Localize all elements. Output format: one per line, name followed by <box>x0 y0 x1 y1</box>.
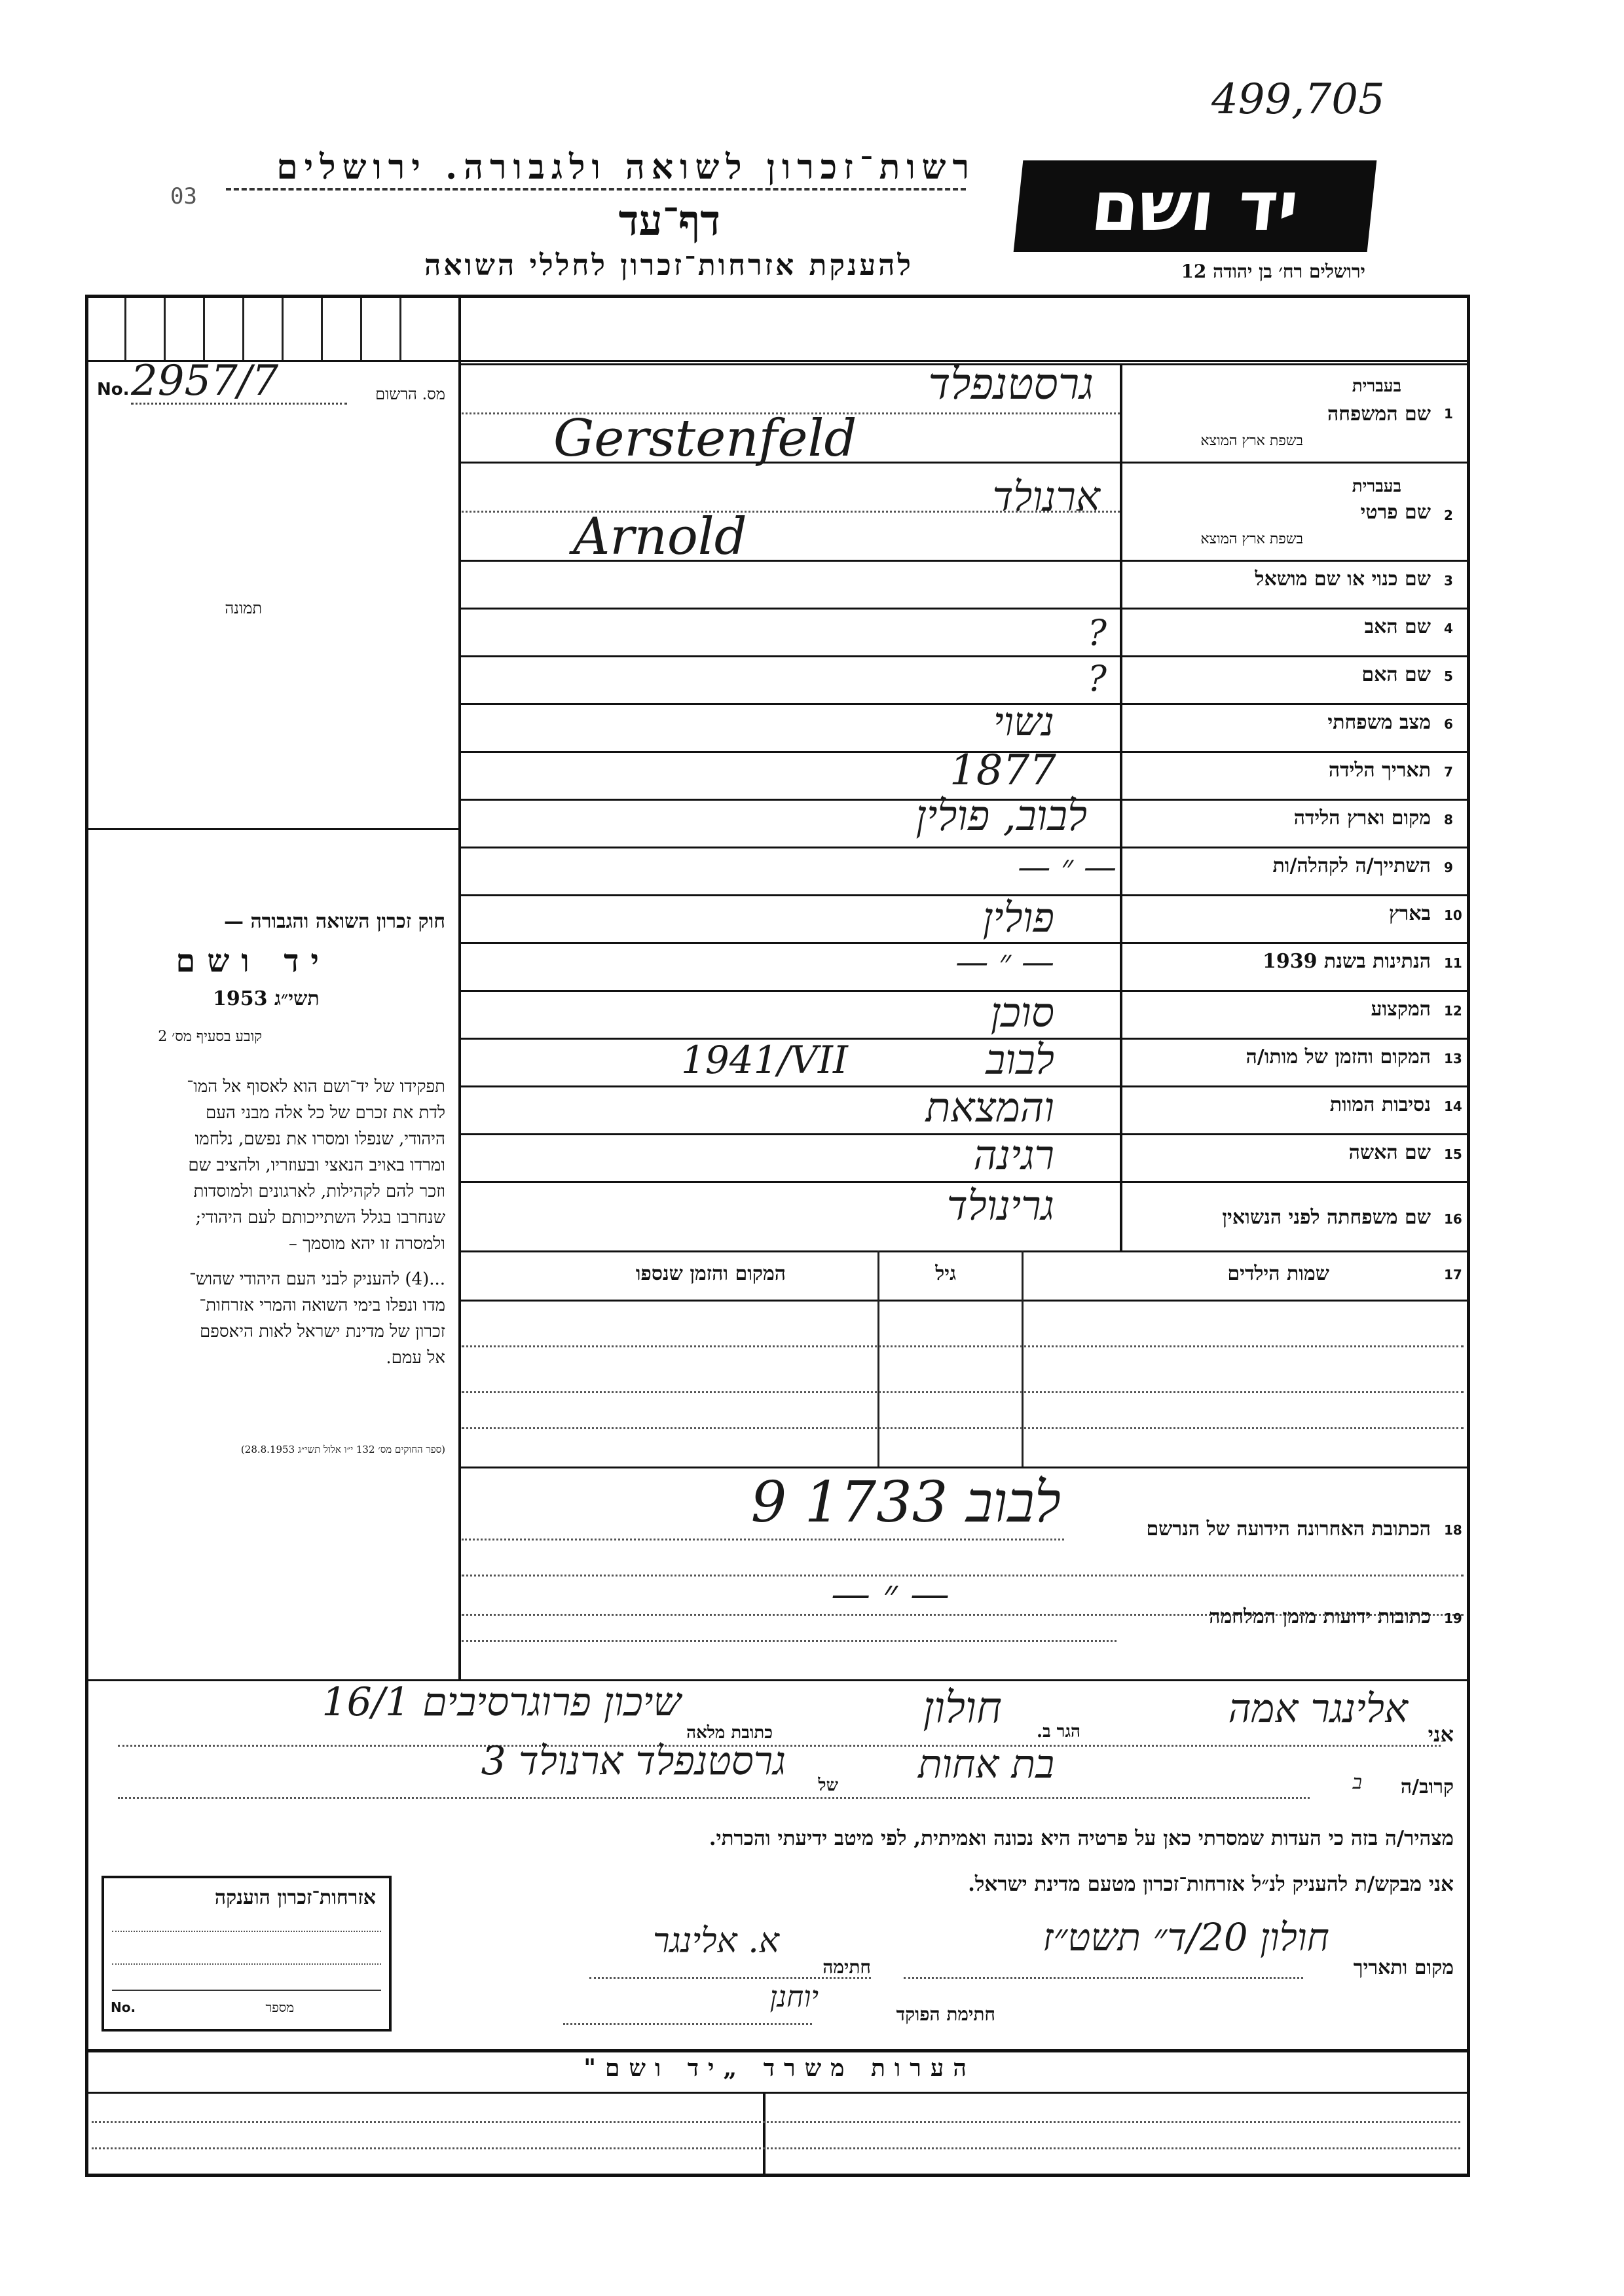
citizenship-1939-value: — ״ — <box>955 943 1054 981</box>
address-line: ירושלים רח׳ בן יהודה 12 <box>1181 261 1365 282</box>
statement-1: מצהיר/ה בזה כי העדות שמסרתי כאן על פרטיה היא נכונה ואמיתית, לפי מיטב ידיעתי והכרתי. <box>709 1827 1454 1850</box>
ani-label: אני <box>1428 1722 1454 1747</box>
official-signature-label: חתימת הפוקד <box>896 2003 995 2025</box>
field-num: 7 <box>1444 764 1453 780</box>
side-mark: 03 <box>170 183 197 210</box>
field-label: המקום והזמן של מותו/ה <box>1246 1046 1431 1068</box>
field-num: 16 <box>1444 1211 1462 1227</box>
relation-mark: ב <box>1352 1771 1362 1794</box>
law-clause: קובע בסעיף מס׳ 2 <box>158 1029 262 1045</box>
signature-label: חתימה <box>822 1956 871 1978</box>
citizenship-box-number-label: מספר <box>265 1999 294 2015</box>
place-date-value: חולון 20/ד״ תשט״ז <box>1043 1915 1329 1959</box>
first-name-latin: Arnold <box>573 507 747 566</box>
country-value: פולין <box>982 894 1054 941</box>
family-name-latin: Gerstenfeld <box>553 409 857 468</box>
field-num: 1 <box>1444 406 1453 422</box>
field-num: 10 <box>1444 907 1462 923</box>
law-source: (ספר החוקים מס׳ 132 י״ו אלול תשי״ג 28.8.1953) <box>240 1444 445 1455</box>
resides-label: הגר ב. <box>1037 1722 1080 1741</box>
field-num: 19 <box>1444 1611 1462 1626</box>
field-label: תאריך הלידה <box>1328 759 1431 782</box>
law-name: יד ושם <box>175 943 331 979</box>
field-sublabel-hebrew: בעברית <box>1352 477 1401 496</box>
law-line: ומרדו באויב הנאצי ובעוזריו, ולהציב שם <box>188 1156 445 1175</box>
field-label: המקצוע <box>1371 998 1431 1021</box>
marital-status-value: נשוי <box>993 699 1054 745</box>
law-line: וזכר להם לקהילות, לארגונים ולמוסדות <box>193 1182 445 1201</box>
law-title: חוק זכרון השואה והגבורה — <box>224 910 445 933</box>
children-names-header: שמות הילדים <box>1227 1262 1329 1285</box>
archive-number: 499,705 <box>1211 75 1385 124</box>
law-line: מדו ונפלו בימי השואה והמרי אזרחות־ <box>199 1296 445 1315</box>
field-label: שם המשפחה <box>1327 403 1431 426</box>
resides-value: חולון <box>923 1683 1002 1733</box>
field-label: הנתינות בשנת 1939 <box>1262 950 1431 973</box>
citizenship-box-title: אזרחות־זכרון הוענקה <box>214 1886 376 1909</box>
law-body <box>65 1074 445 1371</box>
official-signature-value: יוחנן <box>769 1980 819 2014</box>
law-line: ולמסרה זו יהא מוסמך – <box>288 1234 445 1254</box>
field-num: 18 <box>1444 1522 1462 1538</box>
citizenship-box-prefix: No. <box>111 1999 136 2015</box>
field-label: השתייך/ה לקהלה/ות <box>1272 854 1431 877</box>
wife-name-value: רגינה <box>973 1131 1054 1179</box>
field-label: שם משפחתה לפני הנשואין <box>1222 1206 1431 1229</box>
field-label: מקום וארץ הלידה <box>1293 807 1431 829</box>
yad-vashem-logo <box>1014 160 1377 252</box>
authority-underline <box>226 188 966 191</box>
citizenship-box <box>101 1876 392 2032</box>
field-sublabel-origin: בשפת ארץ המוצא <box>1200 433 1303 449</box>
place-date-label: מקום ותאריך <box>1353 1956 1454 1979</box>
logo-text: יד ושם <box>1088 166 1302 246</box>
field-num: 9 <box>1444 860 1453 875</box>
field-label: שם פרטי <box>1360 501 1431 524</box>
field-num: 6 <box>1444 716 1453 732</box>
wartime-addresses-label: כתובות ידועות מזמן המלחמה <box>1209 1605 1431 1628</box>
field-num: 12 <box>1444 1003 1462 1019</box>
field-label: שם האב <box>1364 615 1431 638</box>
law-line: שנחרבו בגלל השתייכותם לעם היהודי; <box>195 1208 445 1228</box>
field-label: נסיבות המוות <box>1329 1093 1431 1116</box>
field-num: 15 <box>1444 1146 1462 1162</box>
last-address-value: לבוב 1733 9 <box>750 1470 1061 1535</box>
children-place-header: המקום והזמן שנספו <box>635 1262 786 1285</box>
field-num: 8 <box>1444 812 1453 828</box>
registration-label: מס. הרשום <box>375 385 445 403</box>
field-num: 11 <box>1444 955 1462 971</box>
form-title: דף־עד <box>618 196 720 246</box>
field-sublabel-hebrew: בעברית <box>1352 376 1401 396</box>
profession-value: סוכן <box>990 989 1054 1036</box>
field-label: שם כנוי או שם מושאל <box>1255 568 1431 591</box>
first-name-hebrew: ארנולד <box>992 473 1100 520</box>
of-label: של <box>818 1776 838 1795</box>
community-value: — ״ — <box>1018 848 1116 886</box>
law-line: זכרון של מדינת ישראל לאות היאספם <box>200 1322 445 1341</box>
of-value: גרסטנפלד ארנולד 3 <box>481 1738 786 1784</box>
law-line: היהודי, שנפלו ומסרו את נפשם, נלחמו <box>194 1129 445 1149</box>
field-num: 14 <box>1444 1099 1462 1114</box>
law-line: אל עמם. <box>386 1348 445 1368</box>
field-label: שם האשה <box>1348 1141 1431 1164</box>
field-num: 3 <box>1444 573 1453 589</box>
signature-value: א. אלינגר <box>652 1922 779 1961</box>
death-place-value: לבוב <box>986 1036 1054 1084</box>
father-name-value: ? <box>1088 612 1107 653</box>
birth-date-value: 1877 <box>950 746 1056 795</box>
registration-number: 2957/7 <box>131 357 279 405</box>
birth-place-value: לבוב, פולין <box>915 792 1087 841</box>
relation-value: בת אחות <box>917 1741 1054 1787</box>
full-address-label: כתובת מלאה <box>686 1723 773 1743</box>
death-circumstances-value: והמצאת <box>925 1084 1054 1131</box>
law-year: תשי״ג 1953 <box>213 987 320 1010</box>
declarant-name: אלינגר אמה <box>1228 1686 1408 1732</box>
field-num: 5 <box>1444 668 1453 684</box>
field-label: מצב משפחתי <box>1327 711 1431 734</box>
field-num: 17 <box>1444 1267 1462 1283</box>
full-address-value: שיכון פרוגרסיבים 16/1 <box>322 1679 681 1725</box>
relation-label: קרוב/ה <box>1400 1776 1454 1798</box>
field-num: 13 <box>1444 1051 1462 1066</box>
statement-2: אני מבקש/ת להעניק לנ״ל אזרחות־זכרון מטעם מדינת ישראל. <box>968 1872 1454 1896</box>
wife-maiden-name-value: גרינולד <box>946 1182 1054 1230</box>
field-sublabel-origin: בשפת ארץ המוצא <box>1200 531 1303 547</box>
field-num: 2 <box>1444 507 1453 523</box>
mother-name-value: ? <box>1088 658 1107 699</box>
photo-label: תמונה <box>225 599 262 617</box>
law-line: תפקידו של יד־ושם הוא לאסוף אל המו־ <box>187 1077 445 1097</box>
field-label: שם האם <box>1361 663 1431 686</box>
authority-line: רשות־זכרון לשואה ולגבורה. ירושלים <box>276 147 976 187</box>
field-num: 4 <box>1444 621 1453 636</box>
death-date-value: 1941/VII <box>681 1038 848 1082</box>
law-line: לדת את זכרם של כל אלה מבני העם <box>205 1103 445 1123</box>
office-notes-title: הערות משרד „יד ושם" <box>583 2054 976 2082</box>
registration-prefix: No. <box>97 380 130 399</box>
field-label: בארץ <box>1388 902 1431 925</box>
children-age-header: גיל <box>935 1262 956 1285</box>
wartime-addresses-value: — ״ — <box>831 1571 950 1617</box>
form-subtitle: להענקת אזרחות־זכרון לחללי השואה <box>424 249 913 282</box>
law-line: ...(4) להעניק לבני העם היהודי שהוש־ <box>189 1269 445 1289</box>
last-address-label: הכתובת האחרונה הידועה של הנרשם <box>1146 1518 1431 1540</box>
family-name-hebrew: גרסטנפלד <box>928 359 1094 409</box>
